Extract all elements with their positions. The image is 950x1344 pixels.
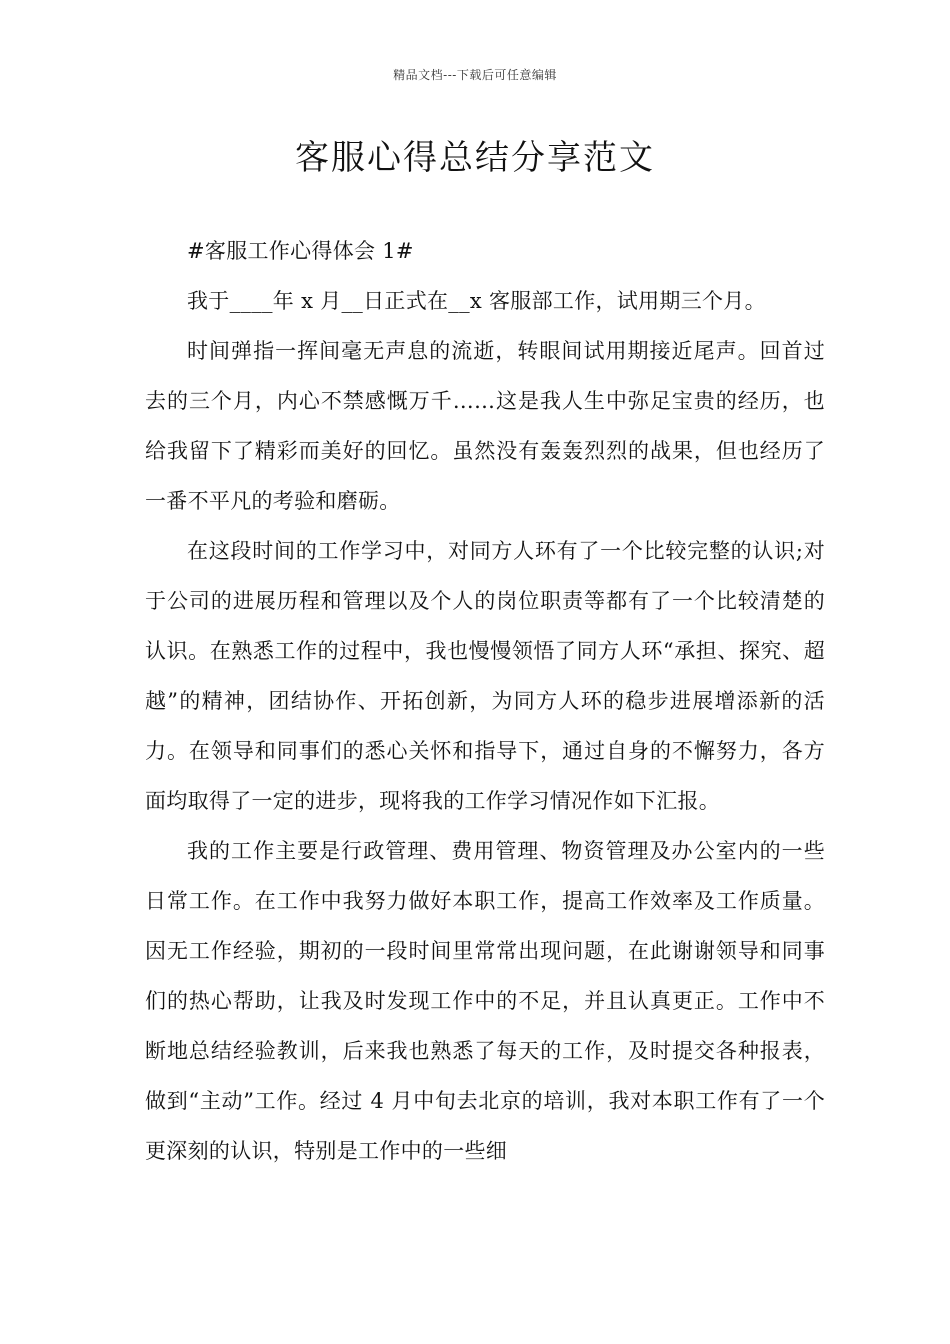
paragraph-intro: 我于____年 x 月__日正式在__x 客服部工作，试用期三个月。 (187, 289, 766, 313)
paragraph-reflection: 时间弹指一挥间毫无声息的流逝，转眼间试用期接近尾声。回首过去的三个月，内心不禁感慨万千……这是我人生中弥足宝贵的经历，也给我留下了精彩而美好的回忆。虽然没有轰轰烈烈的战果，但也经历了一番不平凡的考验和磨砺。 (145, 339, 825, 513)
document-body (145, 226, 825, 1176)
paragraph-work-duties: 我的工作主要是行政管理、费用管理、物资管理及办公室内的一些日常工作。在工作中我努力做好本职工作，提高工作效率及工作质量。因无工作经验，期初的一段时间里常常出现问题，在此谢谢领导和同事们的热心帮助，让我及时发现工作中的不足，并且认真更正。工作中不断地总结经验教训，后来我也熟悉了每天的工作，及时提交各种报表，做到“主动”工作。经过 4 月中旬去北京的培训，我对本职工作有了一个更深刻的认识，特别是工作中的一些细 (145, 839, 825, 1163)
header-note: 精品文档---下载后可任意编辑 (393, 68, 557, 82)
section-heading: #客服工作心得体会 1# (187, 239, 414, 263)
paragraph-company-understanding: 在这段时间的工作学习中，对同方人环有了一个比较完整的认识;对于公司的进展历程和管理以及个人的岗位职责等都有了一个比较清楚的认识。在熟悉工作的过程中，我也慢慢领悟了同方人环“承担、探究、超越”的精神，团结协作、开拓创新，为同方人环的稳步进展增添新的活力。在领导和同事们的悉心关怀和指导下，通过自身的不懈努力，各方面均取得了一定的进步，现将我的工作学习情况作如下汇报。 (145, 539, 825, 813)
document-title: 客服心得总结分享范文 (295, 138, 655, 178)
